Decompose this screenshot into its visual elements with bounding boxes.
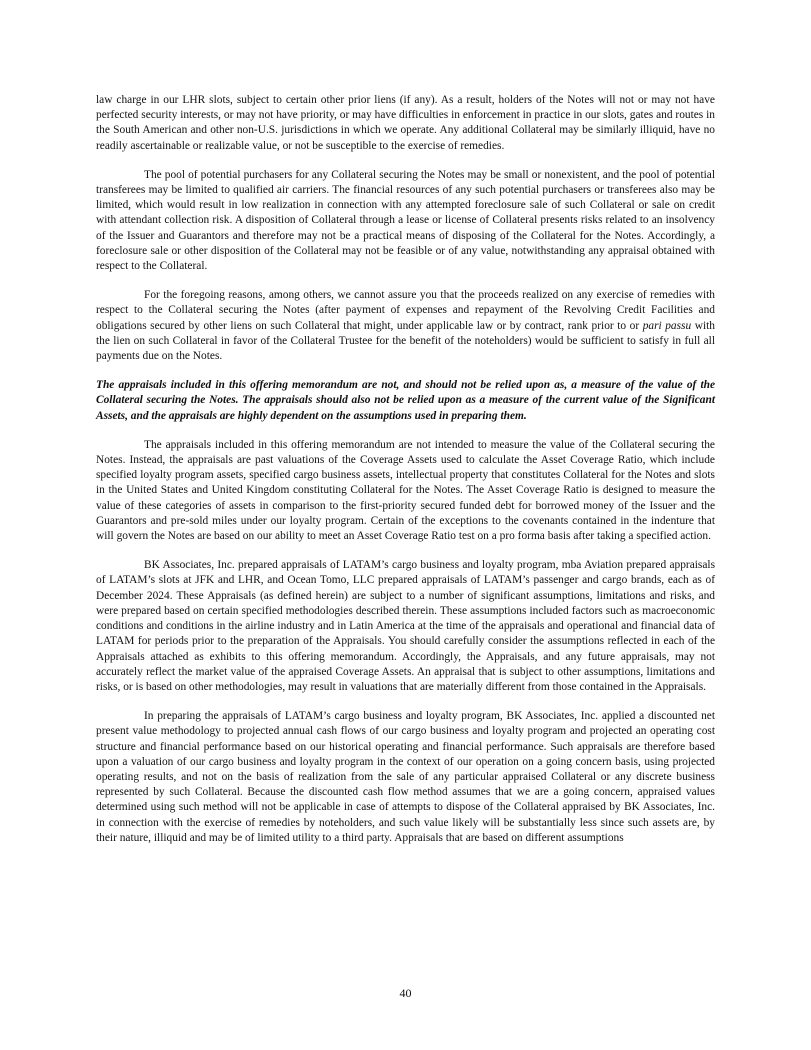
document-page [96, 93, 715, 860]
paragraph-appraisers: BK Associates, Inc. prepared appraisals of LATAM’s cargo business and loyalty program, mba Aviation prepared appraisals of LATAM’s slots at JFK and LHR, and Ocean Tomo, LLC prepared appraisals of LATAM’s passenger and cargo brands, each as of December 2024. These Appraisals (as defined herein) are subject to a number of significant assumptions, limitations and risks, and were prepared based on certain specified methodologies described therein. These assumptions included factors such as macroeconomic conditions and conditions in the airline industry and in Latin America at the time of the appraisals and operational and financial data of LATAM for periods prior to the preparation of the Appraisals. You should carefully consider the assumptions reflected in each of the Appraisals attached as exhibits to this offering memorandum. Accordingly, the Appraisals, and any future appraisals, may not accurately reflect the market value of the appraised Coverage Assets. An appraisal that is subject to other assumptions, limitations and risks, or is based on other methodologies, may result in valuations that are materially different from those contained in the Appraisals. [96, 559, 715, 693]
paragraph-text-before: For the foregoing reasons, among others, we cannot assure you that the proceeds realized on any exercise of remedies with respect to the Collateral securing the Notes (after payment of expenses and repayment of the Revolving Credit Facilities and obligations secured by other liens on such Collateral that might, under applicable law or by contract, rank prior to or [96, 289, 715, 332]
paragraph-text-after: with the lien on such Collateral in favor of the Collateral Trustee for the benefit of the noteholders) would be sufficient to satisfy in full all payments due on the Notes. [96, 319, 715, 363]
paragraph-foregoing-reasons [96, 288, 715, 364]
paragraph-italic-term: pari passu [642, 319, 692, 332]
paragraph-appraisals-purpose: The appraisals included in this offering memorandum are not intended to measure the value of the Collateral securing the Notes. Instead, the appraisals are past valuations of the Coverage Assets used to calculate the Asset Coverage Ratio, which include specified loyalty program assets, specified cargo business assets, intellectual property that constitutes Collateral for the Notes and slots in the United States and United Kingdom constituting Collateral for the Notes. The Asset Coverage Ratio is designed to measure the value of these categories of assets in comparison to the first-priority secured funded debt for borrowed money of the Issuer and the Guarantors and pre-sold miles under our loyalty program. Certain of the exceptions to the covenants contained in the indenture that will govern the Notes are based on our ability to meet an Asset Coverage Ratio test on a pro forma basis after taking a specified action. [96, 438, 715, 543]
risk-factor-heading: The appraisals included in this offering memorandum are not, and should not be relied upon as, a measure of the value of the Collateral securing the Notes. The appraisals should also not be relied upon as a measure of the current value of the Significant Assets, and the appraisals are highly dependent on the assumptions used in preparing them. [96, 379, 715, 422]
paragraph-continuation: law charge in our LHR slots, subject to certain other prior liens (if any). As a result, holders of the Notes will not or may not have perfected security interests, or may not have priority, or may have difficulties in enforcement in practice in our slots, gates and routes in the South American and other non-U.S. jurisdictions in which we operate. Any additional Collateral may be similarly illiquid, have no readily ascertainable or realizable value, or not be susceptible to the exercise of remedies. [96, 94, 715, 152]
page-number: 40 [399, 986, 412, 1000]
paragraph-pool-of-purchasers: The pool of potential purchasers for any Collateral securing the Notes may be small or nonexistent, and the pool of potential transferees may be limited to qualified air carriers. The financial resources of any such potential purchasers or transferees also may be limited, which would result in low realization in connection with any attempted foreclosure sale of such Collateral or sale on credit with attendant collection risk. A disposition of Collateral through a lease or license of Collateral presents risks related to an insolvency of the Issuer and Guarantors and therefore may not be a practical means of disposing of the Collateral for the Notes. Accordingly, a foreclosure sale or other disposition of the Collateral may not be feasible or of any value, notwithstanding any appraisal obtained with respect to the Collateral. [96, 168, 715, 273]
paragraph-methodology: In preparing the appraisals of LATAM’s cargo business and loyalty program, BK Associates, Inc. applied a discounted net present value methodology to projected annual cash flows of our cargo business and loyalty program and projected an operating cost structure and financial performance based on our historical operating and financial performance. Such appraisals are therefore based upon a valuation of our cargo business and loyalty program in the context of our operation on a going concern basis, using projected operating results, and not on the basis of realization from the sale of any particular appraised Collateral or any discrete business represented by such Collateral. Because the discounted cash flow method assumes that we are a going concern, appraised values determined using such method will not be applicable in case of attempts to dispose of the Collateral appraised by BK Associates, Inc. in connection with the exercise of remedies by noteholders, and such value likely will be substantially less since such assets are, by their nature, illiquid and may be of limited utility to a third party. Appraisals that are based on different assumptions [96, 710, 715, 844]
